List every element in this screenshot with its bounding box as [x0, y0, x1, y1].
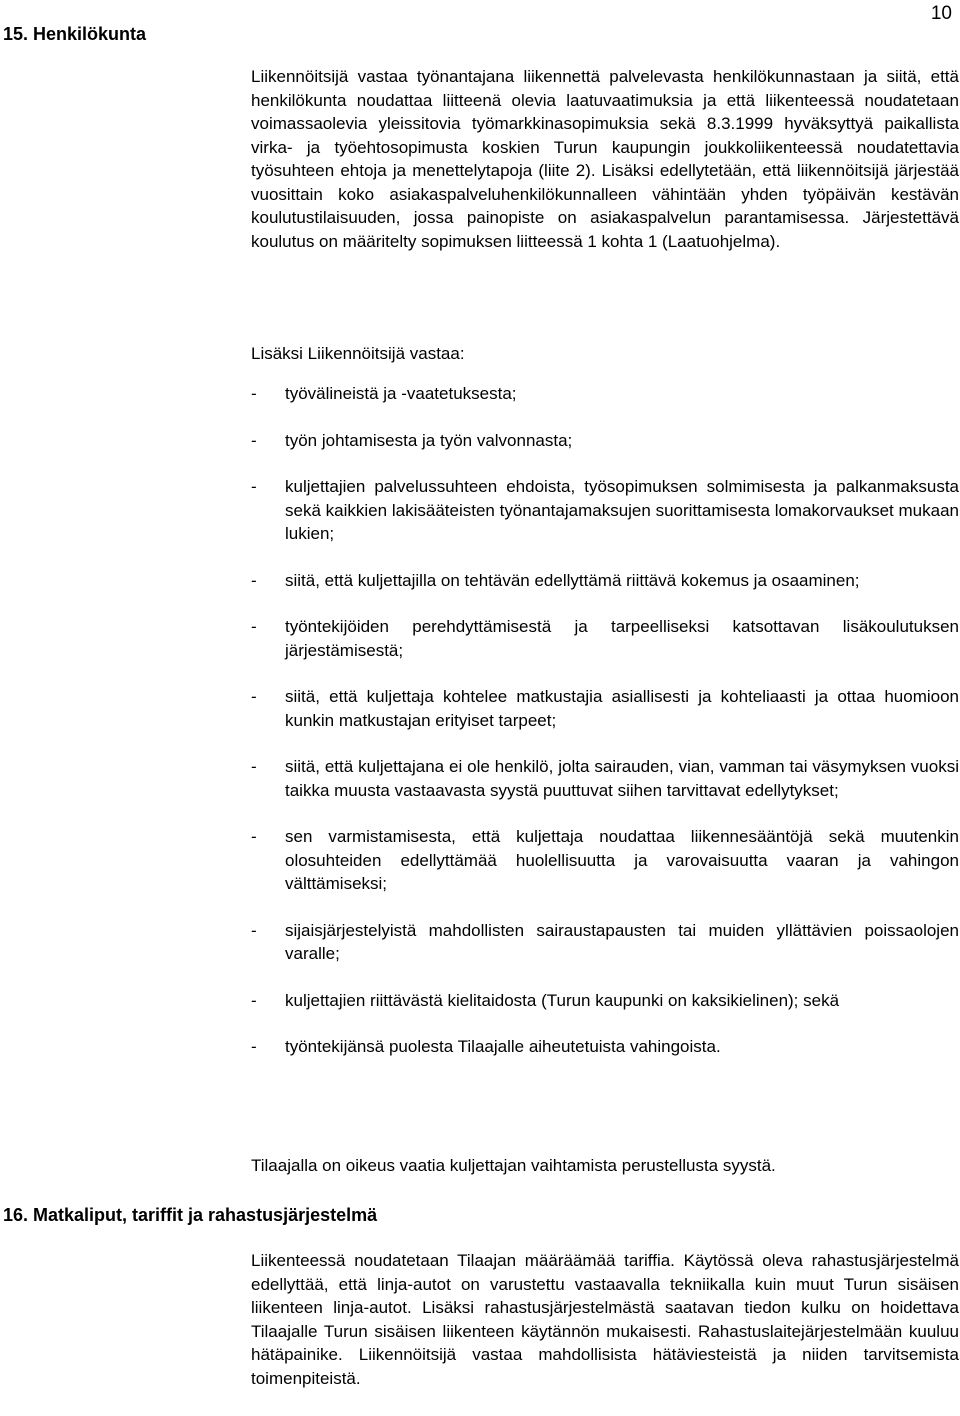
list-dash: -	[251, 430, 257, 450]
list-dash: -	[251, 990, 257, 1010]
list-dash: -	[251, 757, 257, 776]
list-item	[251, 569, 959, 593]
list-item	[251, 429, 959, 453]
list-item	[251, 989, 959, 1013]
page-number: 10	[930, 3, 952, 24]
list-item-text: työntekijöiden perehdyttämisestä ja tarpeelliseksi katsottavan lisäkoulutuksen järjestämisestä;	[285, 617, 959, 660]
list-dash: -	[251, 617, 257, 636]
section-15-closing-text: Tilaajalla on oikeus vaatia kuljettajan vaihtamista perustellusta syystä.	[251, 1156, 776, 1175]
list-dash: -	[251, 570, 257, 590]
list-item	[251, 475, 959, 546]
responsibility-list	[251, 382, 959, 1082]
list-dash: -	[251, 384, 257, 403]
list-dash: -	[251, 477, 257, 496]
section-15-paragraph-text: Liikennöitsijä vastaa työnantajana liikennettä palvelevasta henkilökunnastaan ja siitä, että henkilökunta noudattaa liitteenä olevia laatuvaatimuksia ja että liikenteessä noudatetaan voimassaolevia yleissitovia työmarkkinasopimuksia sekä 8.3.1999 hyväksyttyä paikallista virka- ja työehtosopimusta koskien Turun kaupungin joukkoliikenteessä noudatettavia työsuhteen ehtoja ja menettelytapoja (liite 2). Lisäksi edellytetään, että liikennöitsijä järjestää vuosittain koko asiakaspalveluhenkilökunnalleen vähintään yhden työpäivän kestävän koulutustilaisuuden, jossa painopiste on asiakaspalvelun parantamisessa. Järjestettävä koulutus on määritelty sopimuksen liitteessä 1 kohta 1 (Laatuohjelma).	[251, 67, 959, 251]
list-item	[251, 615, 959, 662]
list-item-text: työn johtamisesta ja työn valvonnasta;	[285, 430, 573, 450]
list-item-text: kuljettajien palvelussuhteen ehdoista, työsopimuksen solmimisesta ja palkanmaksusta sekä kaikkien lakisääteisten työnantajamaksujen suorittamisesta lomakorvaukset mukaan lukien;	[285, 477, 959, 543]
list-item	[251, 755, 959, 802]
list-item	[251, 1035, 959, 1059]
section-16-paragraph	[251, 1249, 959, 1390]
list-item	[251, 825, 959, 896]
list-dash: -	[251, 920, 257, 940]
list-item-text: sijaisjärjestelyistä mahdollisten sairaustapausten tai muiden yllättävien poissaolojen varalle;	[285, 920, 959, 963]
section-15-closing	[251, 1154, 959, 1178]
list-item	[251, 919, 959, 966]
list-item-text: siitä, että kuljettajana ei ole henkilö, jolta sairauden, vian, vamman tai väsymyksen vuoksi taikka muusta vastaavasta syystä puuttuvat siihen tarvittavat edellytykset;	[285, 757, 959, 800]
list-item-text: työvälineistä ja -vaatetuksesta;	[285, 384, 517, 403]
list-item	[251, 382, 959, 406]
list-item-text: sen varmistamisesta, että kuljettaja noudattaa liikennesääntöjä sekä muutenkin olosuhteiden edellyttämää huolellisuutta ja varovaisuutta vaaran ja vahingon välttämiseksi;	[285, 827, 959, 893]
section-16-heading: 16. Matkaliput, tariffit ja rahastusjärjestelmä	[3, 1205, 378, 1225]
section-15-list-intro-text: Lisäksi Liikennöitsijä vastaa:	[251, 344, 465, 363]
section-16-paragraph-text: Liikenteessä noudatetaan Tilaajan määräämää tariffia. Käytössä oleva rahastusjärjestelmä edellyttää, että linja-autot on varustettu vastaavalla tekniikalla kuin muut Turun sisäisen liikenteen linja-autot. Lisäksi rahastusjärjestelmästä saatavan tiedon kulku on hoidettava Tilaajalle Turun sisäisen liikenteen käytännön mukaisesti. Rahastuslaitejärjestelmään kuuluu hätäpainike. Liikennöitsijä vastaa mahdollisista hätäviesteistä ja niiden tarvitsemista toimenpiteistä.	[251, 1251, 959, 1388]
section-15-heading: 15. Henkilökunta	[3, 24, 147, 44]
list-item-text: työntekijänsä puolesta Tilaajalle aiheutetuista vahingoista.	[285, 1037, 721, 1056]
section-15-paragraph	[251, 65, 959, 253]
list-item-text: siitä, että kuljettajilla on tehtävän edellyttämä riittävä kokemus ja osaaminen;	[285, 570, 860, 590]
list-item	[251, 685, 959, 732]
section-15-list-intro	[251, 342, 959, 366]
list-dash: -	[251, 687, 257, 706]
list-dash: -	[251, 827, 257, 846]
list-item-text: kuljettajien riittävästä kielitaidosta (Turun kaupunki on kaksikielinen); sekä	[285, 990, 840, 1010]
list-item-text: siitä, että kuljettaja kohtelee matkustajia asiallisesti ja kohteliaasti ja ottaa huomioon kunkin matkustajan erityiset tarpeet;	[285, 687, 959, 730]
list-dash: -	[251, 1037, 257, 1056]
